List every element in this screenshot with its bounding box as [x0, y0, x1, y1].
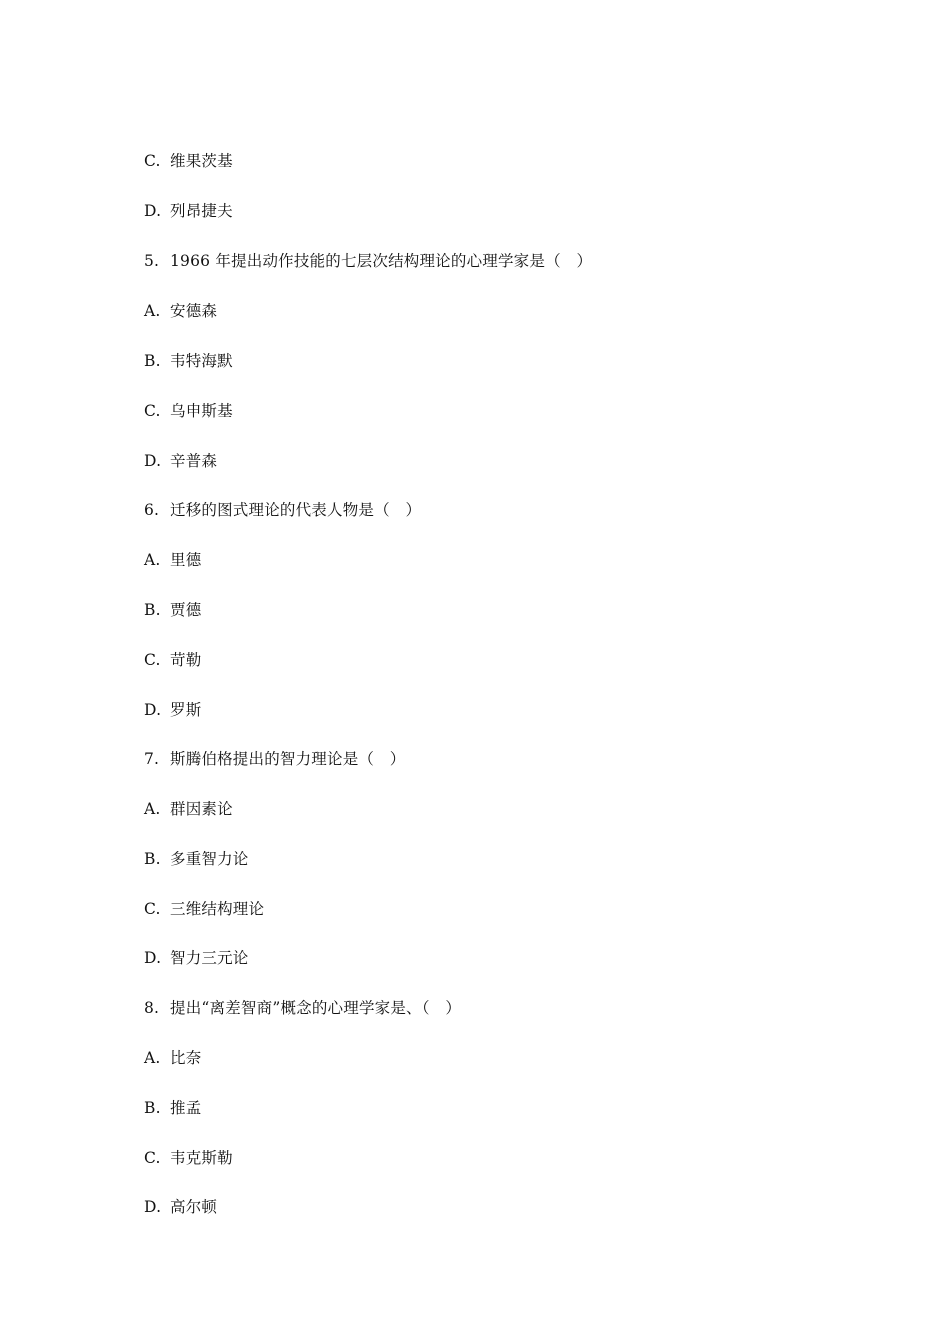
- option-text: 苛勒: [170, 651, 202, 669]
- question-text: 迁移的图式理论的代表人物是（ ）: [170, 501, 422, 519]
- option-text: 列昂捷夫: [170, 202, 233, 220]
- option-b-line: [144, 351, 233, 371]
- option-d-line: [144, 201, 233, 221]
- option-d-line: [144, 948, 249, 968]
- option-c-line: [144, 899, 264, 919]
- question-7: [144, 749, 406, 769]
- option-label: D.: [144, 949, 162, 967]
- option-text: 韦特海默: [170, 352, 233, 370]
- option-a-line: [144, 799, 233, 819]
- question-text: 斯腾伯格提出的智力理论是（ ）: [170, 750, 406, 768]
- option-label: B.: [144, 1099, 161, 1117]
- question-text: 提出“离差智商”概念的心理学家是、（ ）: [170, 999, 462, 1017]
- option-d-line: [144, 1197, 217, 1217]
- option-a-line: [144, 550, 201, 570]
- option-label: C.: [144, 402, 161, 420]
- question-8: [144, 998, 461, 1018]
- question-5: [144, 251, 592, 271]
- option-text: 三维结构理论: [170, 900, 265, 918]
- option-text: 维果茨基: [170, 152, 233, 170]
- question-number: 8.: [144, 999, 160, 1017]
- option-b-line: [144, 600, 201, 620]
- option-label: B.: [144, 601, 161, 619]
- option-text: 智力三元论: [170, 949, 249, 967]
- option-a-line: [144, 1048, 201, 1068]
- option-text: 比奈: [170, 1049, 202, 1067]
- option-b-line: [144, 849, 249, 869]
- option-label: B.: [144, 352, 161, 370]
- option-label: A.: [144, 302, 161, 320]
- option-label: D.: [144, 701, 162, 719]
- option-text: 乌申斯基: [170, 402, 233, 420]
- option-text: 里德: [170, 551, 202, 569]
- option-label: C.: [144, 152, 161, 170]
- option-text: 多重智力论: [170, 850, 249, 868]
- option-label: C.: [144, 1149, 161, 1167]
- option-text: 韦克斯勒: [170, 1149, 233, 1167]
- option-label: A.: [144, 800, 161, 818]
- option-text: 群因素论: [170, 800, 233, 818]
- option-text: 罗斯: [170, 701, 202, 719]
- question-number: 6.: [144, 501, 160, 519]
- option-a-line: [144, 301, 217, 321]
- option-label: A.: [144, 1049, 161, 1067]
- option-text: 贾德: [170, 601, 202, 619]
- option-c-line: [144, 650, 201, 670]
- option-label: D.: [144, 1198, 162, 1216]
- option-d-line: [144, 700, 201, 720]
- option-label: D.: [144, 202, 162, 220]
- option-c-line: [144, 151, 233, 171]
- option-label: C.: [144, 900, 161, 918]
- option-label: A.: [144, 551, 161, 569]
- option-text: 高尔顿: [170, 1198, 218, 1216]
- option-c-line: [144, 401, 233, 421]
- option-label: C.: [144, 651, 161, 669]
- option-b-line: [144, 1098, 201, 1118]
- option-text: 安德森: [170, 302, 218, 320]
- option-label: D.: [144, 452, 162, 470]
- option-text: 推孟: [170, 1099, 202, 1117]
- question-text: 1966 年提出动作技能的七层次结构理论的心理学家是（ ）: [170, 252, 593, 270]
- question-6: [144, 500, 421, 520]
- option-d-line: [144, 451, 217, 471]
- question-number: 7.: [144, 750, 160, 768]
- option-text: 辛普森: [170, 452, 218, 470]
- option-c-line: [144, 1148, 233, 1168]
- option-label: B.: [144, 850, 161, 868]
- question-number: 5.: [144, 252, 160, 270]
